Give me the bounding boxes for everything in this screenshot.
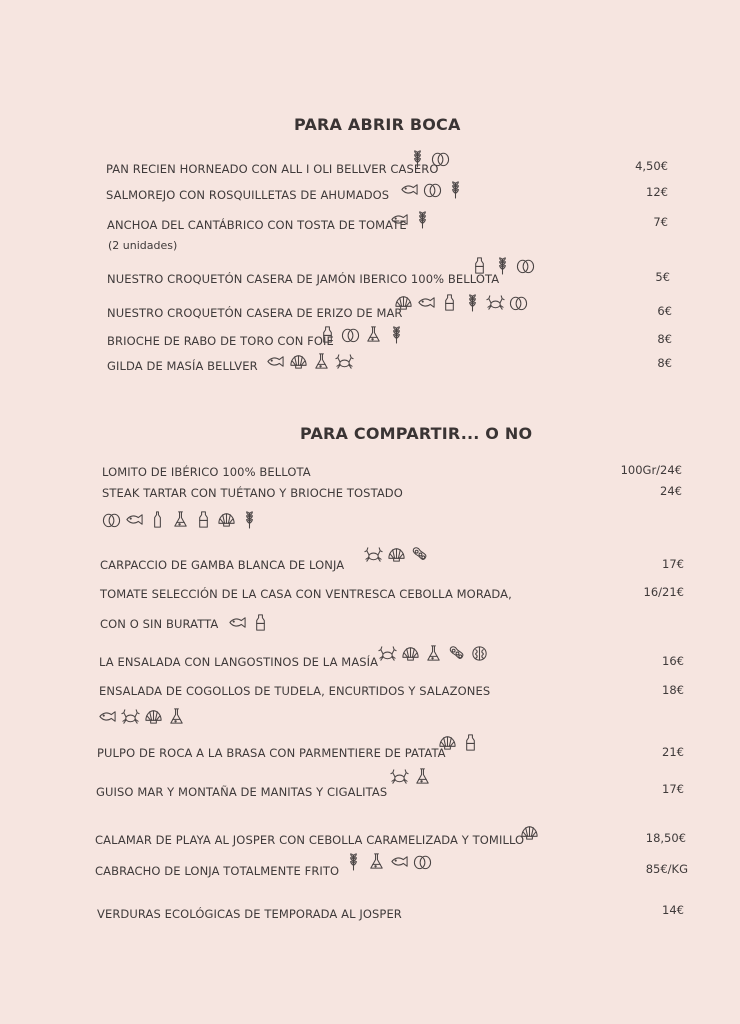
menu-item-name: NUESTRO CROQUETÓN CASERA DE JAMÓN IBERICO 100% BELLOTA: [107, 272, 500, 286]
menu-item-price: 16€: [662, 654, 684, 668]
allergen-icons: [408, 149, 450, 168]
crustacean-icon: [390, 767, 409, 786]
sulphite-icon: [312, 352, 331, 371]
menu-item-price: 8€: [657, 332, 672, 346]
menu-item-name: CARPACCIO DE GAMBA BLANCA DE LONJA: [100, 558, 345, 572]
sulphite-icon: [171, 510, 190, 529]
menu-item-name: LA ENSALADA CON LANGOSTINOS DE LA MASÍA: [99, 655, 379, 669]
egg-icon: [341, 325, 360, 344]
sulphite-icon: [367, 852, 386, 871]
sulphite-icon: [413, 767, 432, 786]
milk-icon: [251, 613, 270, 632]
mollusc-icon: [401, 644, 420, 663]
menu-item-name: TOMATE SELECCIÓN DE LA CASA CON VENTRESCA CEBOLLA MORADA,: [100, 587, 512, 601]
menu-item-name: NUESTRO CROQUETÓN CASERA DE ERIZO DE MAR: [107, 306, 403, 320]
sulphite-icon: [364, 325, 383, 344]
fish-icon: [228, 613, 247, 632]
egg-icon: [413, 852, 432, 871]
egg-icon: [509, 293, 528, 312]
menu-item-price: 100Gr/24€: [620, 463, 682, 477]
menu-item-price: 5€: [655, 270, 670, 284]
fish-icon: [390, 210, 409, 229]
menu-item-price: 24€: [660, 484, 682, 498]
menu-item-name: GILDA DE MASÍA BELLVER: [107, 359, 258, 373]
allergen-icons: [98, 707, 186, 726]
allergen-icons: [400, 180, 465, 199]
menu-item-price: 8€: [657, 356, 672, 370]
mollusc-icon: [387, 545, 406, 564]
allergen-icons: [228, 613, 270, 632]
allergen-icons: [378, 644, 489, 663]
fish-icon: [98, 707, 117, 726]
menu-item-price: 12€: [646, 185, 668, 199]
gluten-icon: [493, 256, 512, 275]
milk-icon: [470, 256, 489, 275]
fish-icon: [400, 180, 419, 199]
section-title-compartir: PARA COMPARTIR... O NO: [300, 424, 533, 443]
milk-icon: [194, 510, 213, 529]
allergen-icons: [364, 545, 429, 564]
crustacean-icon: [364, 545, 383, 564]
allergen-icons: [394, 293, 528, 312]
allergen-icons: [344, 852, 432, 871]
menu-item-name: SALMOREJO CON ROSQUILLETAS DE AHUMADOS: [106, 188, 390, 202]
menu-item-price: 21€: [662, 745, 684, 759]
mollusc-icon: [438, 733, 457, 752]
soy-icon: [410, 545, 429, 564]
fish-icon: [125, 510, 144, 529]
menu-item-name: PULPO DE ROCA A LA BRASA CON PARMENTIERE DE PATATA: [97, 746, 446, 760]
menu-item-note: (2 unidades): [108, 239, 178, 252]
menu-item-price: 6€: [657, 304, 672, 318]
fish-icon: [390, 852, 409, 871]
fish-icon: [266, 352, 285, 371]
milk-icon: [318, 325, 337, 344]
menu-item-price: 17€: [662, 557, 684, 571]
milk-icon: [461, 733, 480, 752]
section-title-abrir-boca: PARA ABRIR BOCA: [294, 115, 461, 134]
gluten-icon: [344, 852, 363, 871]
mustard-icon: [148, 510, 167, 529]
egg-icon: [423, 180, 442, 199]
menu-item-name: VERDURAS ECOLÓGICAS DE TEMPORADA AL JOSPER: [97, 907, 402, 921]
sulphite-icon: [167, 707, 186, 726]
menu-item-price: 7€: [653, 215, 668, 229]
allergen-icons: [102, 510, 259, 529]
menu-item-name: CALAMAR DE PLAYA AL JOSPER CON CEBOLLA CARAMELIZADA Y TOMILLO: [95, 833, 525, 847]
menu-item-name: ENSALADA DE COGOLLOS DE TUDELA, ENCURTIDOS Y SALAZONES: [99, 684, 491, 698]
crustacean-icon: [378, 644, 397, 663]
egg-icon: [102, 510, 121, 529]
mollusc-icon: [217, 510, 236, 529]
menu-item-name: BRIOCHE DE RABO DE TORO CON FOIE: [107, 334, 334, 348]
menu-item-name: PAN RECIEN HORNEADO CON ALL I OLI BELLVER CASERO: [106, 162, 439, 176]
menu-item-name-cont: CON O SIN BURATTA: [100, 617, 219, 631]
gluten-icon: [387, 325, 406, 344]
gluten-icon: [240, 510, 259, 529]
allergen-icons: [318, 325, 406, 344]
gluten-icon: [408, 149, 427, 168]
nuts-icon: [470, 644, 489, 663]
menu-item-price: 4,50€: [635, 159, 668, 173]
egg-icon: [516, 256, 535, 275]
menu-item-name: ANCHOA DEL CANTÁBRICO CON TOSTA DE TOMATE: [107, 218, 407, 232]
menu-item-price: 18,50€: [645, 831, 686, 845]
mollusc-icon: [144, 707, 163, 726]
crustacean-icon: [121, 707, 140, 726]
allergen-icons: [470, 256, 535, 275]
allergen-icons: [390, 210, 432, 229]
crustacean-icon: [335, 352, 354, 371]
gluten-icon: [463, 293, 482, 312]
allergen-icons: [438, 733, 480, 752]
mollusc-icon: [394, 293, 413, 312]
crustacean-icon: [486, 293, 505, 312]
menu-item-name: GUISO MAR Y MONTAÑA DE MANITAS Y CIGALITAS: [96, 785, 388, 799]
menu-item-name: STEAK TARTAR CON TUÉTANO Y BRIOCHE TOSTADO: [102, 486, 403, 500]
allergen-icons: [266, 352, 354, 371]
gluten-icon: [413, 210, 432, 229]
menu-item-name: CABRACHO DE LONJA TOTALMENTE FRITO: [95, 864, 340, 878]
menu-item-name: LOMITO DE IBÉRICO 100% BELLOTA: [102, 465, 311, 479]
menu-item-price: 14€: [662, 903, 684, 917]
sulphite-icon: [424, 644, 443, 663]
menu-item-price: 85€/KG: [645, 862, 688, 876]
menu-item-price: 18€: [662, 683, 684, 697]
fish-icon: [417, 293, 436, 312]
mollusc-icon: [289, 352, 308, 371]
egg-icon: [431, 149, 450, 168]
allergen-icons: [390, 767, 432, 786]
soy-icon: [447, 644, 466, 663]
mollusc-icon: [520, 823, 539, 842]
menu-item-price: 17€: [662, 782, 684, 796]
milk-icon: [440, 293, 459, 312]
gluten-icon: [446, 180, 465, 199]
allergen-icons: [520, 823, 539, 842]
menu-item-price: 16/21€: [643, 585, 684, 599]
